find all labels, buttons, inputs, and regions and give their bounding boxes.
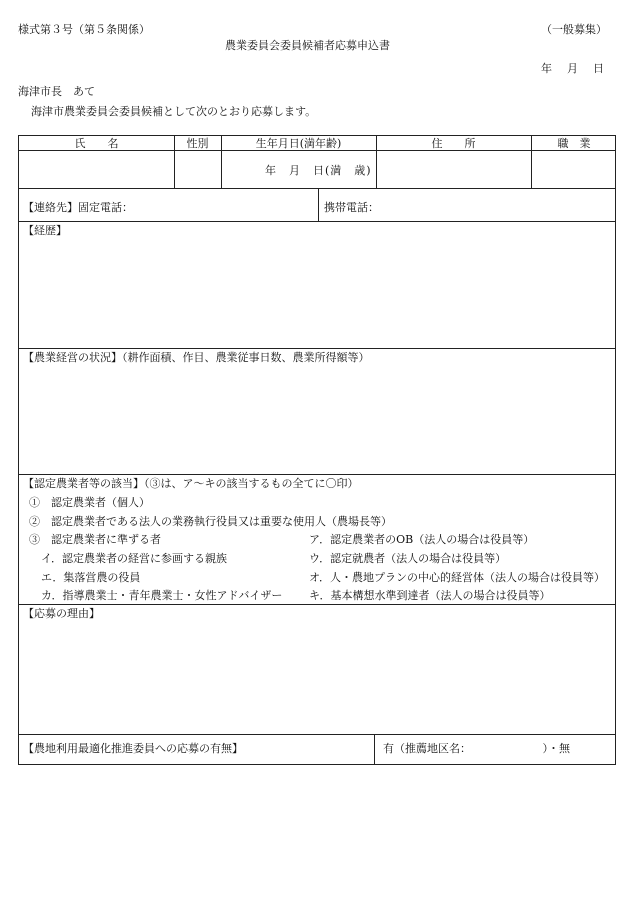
header-address: 住 所: [431, 137, 476, 150]
application-form-table: [18, 135, 616, 765]
addressee: 海津市長 あて: [18, 85, 95, 98]
certified-item-3: ③ 認定農業者に準ずる者: [29, 533, 161, 546]
certified-item-ki: キ．基本構想水準到達者（法人の場合は役員等）: [309, 589, 551, 602]
form-category: （一般募集）: [541, 23, 607, 36]
certified-item-u: ウ．認定就農者（法人の場合は役員等）: [309, 552, 507, 565]
occupation-field[interactable]: [532, 151, 617, 188]
farming-status-label: 【農業経営の状況】（耕作面積、作目、農業従事日数、農業所得額等）: [23, 351, 370, 364]
header-occupation: 職 業: [557, 137, 591, 150]
address-field[interactable]: [377, 151, 531, 188]
certified-label: 【認定農業者等の該当】（③は、ア～キの該当するもの全てに〇印）: [23, 477, 359, 490]
mobile-label: 携帯電話：: [324, 201, 379, 214]
farming-status-field[interactable]: [19, 365, 617, 474]
career-label: 【経歴】: [23, 224, 67, 237]
landline-label: 【連絡先】固定電話：: [23, 201, 133, 214]
committee-answer[interactable]: 有（推薦地区名： ）・無: [383, 742, 570, 755]
certified-item-1: ① 認定農業者（個人）: [29, 496, 150, 509]
header-gender: 性別: [186, 137, 209, 150]
certified-item-a: ア．認定農業者のOB（法人の場合は役員等）: [309, 533, 535, 546]
career-field[interactable]: [19, 238, 617, 348]
birth-entry-text: 年 月 日(満 歳): [265, 164, 372, 177]
reason-label: 【応募の理由】: [23, 607, 100, 620]
reason-field[interactable]: [19, 621, 617, 734]
statement: 海津市農業委員会委員候補として次のとおり応募します。: [31, 105, 317, 118]
certified-item-o: オ．人・農地プランの中心的経営体（法人の場合は役員等）: [309, 571, 606, 584]
header-name: 氏 名: [74, 137, 119, 150]
certified-item-i: イ．認定農業者の経営に参画する親族: [41, 552, 228, 565]
certified-item-e: エ．集落営農の役員: [41, 571, 141, 584]
landline-field[interactable]: [139, 189, 317, 221]
mobile-field[interactable]: [384, 189, 617, 221]
gender-field[interactable]: [175, 151, 221, 188]
certified-item-2: ② 認定農業者である法人の業務執行役員又は重要な使用人（農場長等）: [29, 515, 392, 528]
form-number: 様式第３号（第５条関係）: [18, 23, 150, 36]
date-line: 年 月 日: [541, 62, 606, 75]
committee-label: 【農地利用最適化推進委員への応募の有無】: [23, 742, 243, 755]
name-field[interactable]: [19, 151, 174, 188]
header-birth: 生年月日(満年齢): [255, 137, 342, 150]
form-title: 農業委員会委員候補者応募申込書: [225, 39, 390, 52]
certified-item-ka: カ．指導農業士・青年農業士・女性アドバイザー: [41, 589, 283, 602]
